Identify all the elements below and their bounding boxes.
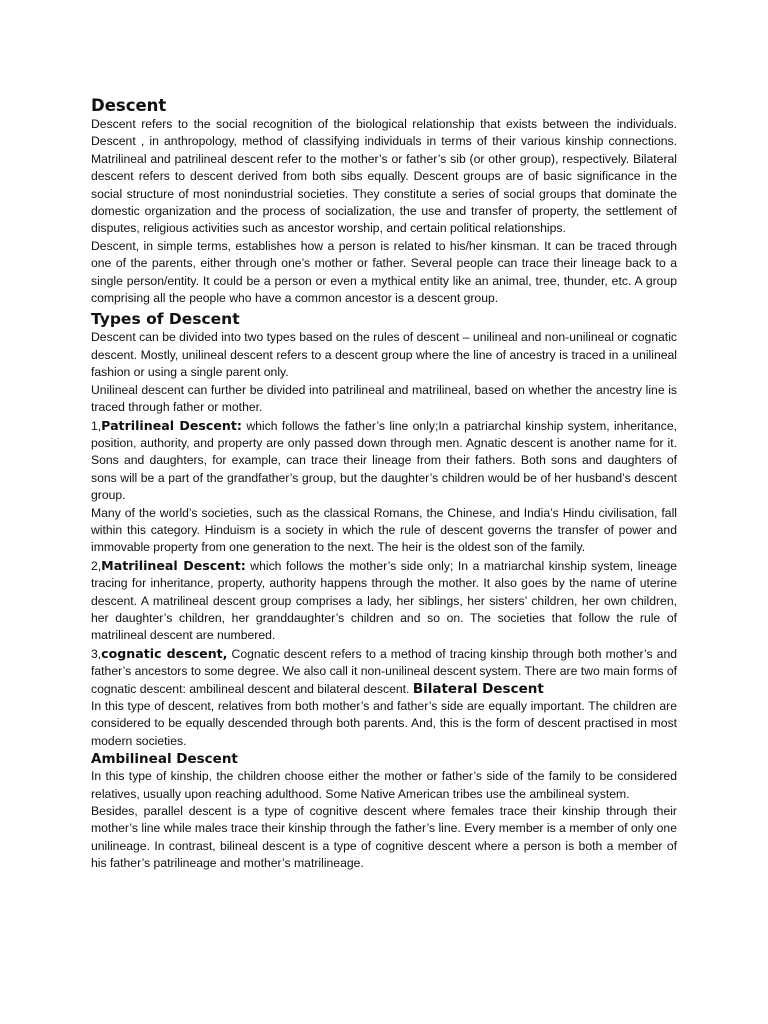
patrilineal-number: 1, [91,418,102,433]
matrilineal-paragraph [91,557,677,645]
bilateral-heading: Bilateral Descent [412,680,544,697]
cognatic-paragraph [91,645,677,698]
bilateral-paragraph: In this type of descent, relatives from both mother’s and father’s side are equally important. The children are considered to be equally descended through both parents. And, this is the form of descent practised in most modern societies. [91,699,677,748]
patrilineal-label: Patrilineal Descent: [101,417,242,433]
page-title: Descent [91,96,167,115]
cognatic-number: 3, [91,646,102,661]
types-paragraph-1: Descent can be divided into two types based on the rules of descent – unilineal and non-unilineal or cognatic descent. Mostly, unilineal descent refers to a descent group where the line of ancestry is traced in a unilineal fashion or using a single parent only. [91,330,677,380]
matrilineal-number: 2, [91,558,102,573]
intro-paragraph-2: Descent, in simple terms, establishes how a person is related to his/her kinsman. It can be traced through one of the parents, either through one’s mother or father. Several people can trace their lineage back to a single person/entity. It could be a person or even a mythical entity like an animal, tree, thunder, etc. A group comprising all the people who have a common ancestor is a descent group. [91,238,677,306]
ambilineal-paragraph-1: In this type of kinship, the children choose either the mother or father’s side of the family to be considered relatives, usually upon reaching adulthood. Some Native American tribes use the ambilineal system. [91,769,677,801]
patrilineal-paragraph-2: Many of the world’s societies, such as the classical Romans, the Chinese, and India’s Hindu civilisation, fall within this category. Hinduism is a society in which the rule of descent governs the transfer of power and immovable property from one generation to the next. The heir is the oldest son of the family. [91,505,677,555]
ambilineal-heading: Ambilineal Descent [91,751,238,768]
patrilineal-text: which follows the father’s line only;In a patriarchal kinship system, inheritance, position, authority, and property are only passed down through men. Agnatic descent is another name for it. Sons and daughters, for example, can trace their lineage from their fathers. Both sons and daughters of sons will be a part of the grandfather’s group, but the daughter’s children would be of her husband’s descent group. [91,418,677,503]
cognatic-text: Cognatic descent refers to a method of tracing kinship through both mother’s and father’s ancestors to some degree. We also call it non-unilineal descent system. There are two main forms of cognatic descent: ambilineal descent and bilateral descent. [91,646,677,696]
types-heading: Types of Descent [91,310,240,329]
types-paragraph-2: Unilineal descent can further be divided into patrilineal and matrilineal, based on whether the ancestry line is traced through father or mother. [91,382,677,415]
matrilineal-text: which follows the mother’s side only; In a matriarchal kinship system, lineage tracing for inheritance, property, authority happens through the mother. It also goes by the name of uterine descent. A matrilineal descent group comprises a lady, her siblings, her sisters’ children, her own children, her daughter’s children, her granddaughter’s children and so on. The societies that follow the rule of matrilineal descent are numbered. [91,558,677,643]
matrilineal-label: Matrilineal Descent: [101,557,246,573]
patrilineal-paragraph [91,417,677,505]
ambilineal-paragraph-2: Besides, parallel descent is a type of cognitive descent where females trace their kinship through their mother’s line while males trace their kinship through the father’s line. Every member is a member of only one unilineage. In contrast, bilineal descent is a type of cognitive descent where a person is both a member of his father’s patrilineage and mother’s matrilineage. [91,804,677,871]
intro-paragraph-1: Descent refers to the social recognition of the biological relationship that exists between the individuals. Descent , in anthropology, method of classifying individuals in terms of their various kinship connections. Matrilineal and patrilineal descent refer to the mother’s or father’s sib (or other group), respectively. Bilateral descent refers to descent derived from both sibs equally. Descent groups are of basic significance in the social structure of most nonindustrial societies. They constitute a series of social groups that dominate the domestic organization and the process of socialization, the use and transfer of property, the settlement of disputes, religious activities such as ancestor worship, and certain political relationships. [91,117,677,236]
cognatic-label: cognatic descent, [101,645,228,661]
document-page [91,96,677,873]
